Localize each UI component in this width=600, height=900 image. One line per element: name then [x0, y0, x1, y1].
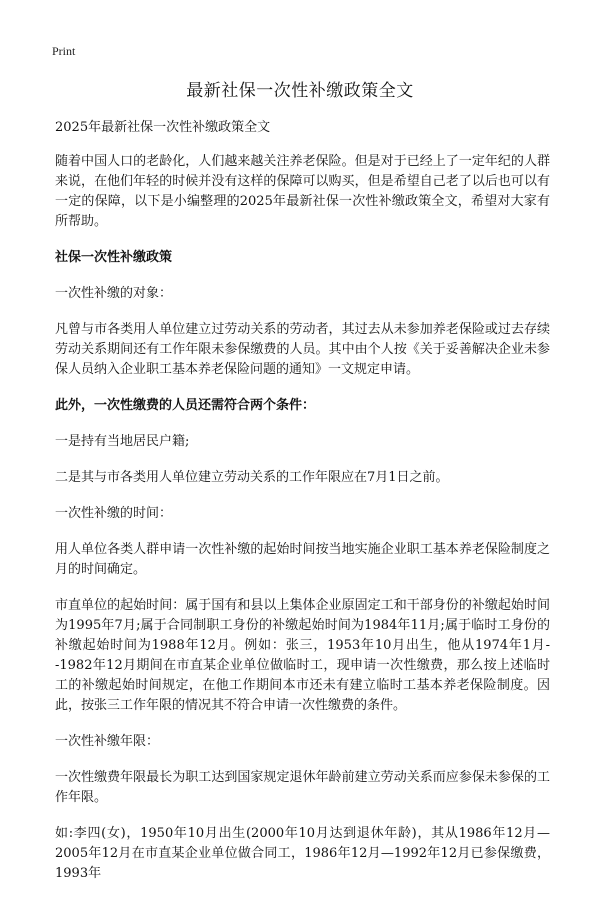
condition-two: 二是其与市各类用人单位建立劳动关系的工作年限应在7月1日之前。	[55, 470, 449, 485]
paragraph-target: 凡曾与市各类用人单位建立过劳动关系的劳动者，其过去从未参加养老保险或过去存续劳动关系期间还有工作年限未参保缴费的人员。其中由个人按《关于妥善解决企业未参保人员纳入企业职工基本养老保险问题的通知》一文规定申请。	[55, 322, 550, 377]
subheading-time: 一次性补缴的时间：	[55, 506, 173, 521]
subheading-target: 一次性补缴的对象：	[55, 286, 173, 301]
paragraph-years: 一次性缴费年限最长为职工达到国家规定退休年龄前建立劳动关系而应参保未参保的工作年限。	[55, 770, 550, 805]
article-subtitle: 2025年最新社保一次性补缴政策全文	[55, 120, 271, 135]
intro-paragraph: 随着中国人口的老龄化，人们越来越关注养老保险。但是对于已经上了一定年纪的人群来说，在他们年轻的时候并没有这样的保障可以购买，但是希望自己老了以后也可以有一定的保障，以下是小编整理的2025年最新社保一次性补缴政策全文，希望对大家有所帮助。	[55, 154, 550, 229]
paragraph-example: 如:李四(女)，1950年10月出生(2000年10月达到退休年龄)，其从1986年12月—2005年12月在市直某企业单位做合同工，1986年12月—1992年12月已参保缴费，1993年	[55, 826, 550, 881]
subheading-years: 一次性补缴年限：	[55, 734, 160, 749]
print-link[interactable]: Print	[52, 44, 76, 58]
condition-one: 一是持有当地居民户籍;	[55, 434, 190, 449]
page-title: 最新社保一次性补缴政策全文	[186, 81, 414, 101]
section-heading-policy: 社保一次性补缴政策	[55, 250, 173, 265]
article-body	[55, 118, 550, 900]
section-heading-conditions: 此外，一次性缴费的人员还需符合两个条件：	[55, 398, 316, 413]
paragraph-time: 用人单位各类人群申请一次性补缴的起始时间按当地实施企业职工基本养老保险制度之月的时间确定。	[55, 542, 550, 577]
paragraph-city-units: 市直单位的起始时间：属于国有和县以上集体企业原固定工和干部身份的补缴起始时间为1995年7月;属于合同制职工身份的补缴起始时间为1984年11月;属于临时工身份的补缴起始时间为1988年12月。例如：张三，1953年10月出生，他从1974年1月--1982年12月期间在市直某企业单位做临时工，现申请一次性缴费，那么按上述临时工的补缴起始时间规定，在他工作期间本市还未有建立临时工基本养老保险制度。因此，按张三工作年限的情况其不符合申请一次性缴费的条件。	[55, 598, 550, 713]
